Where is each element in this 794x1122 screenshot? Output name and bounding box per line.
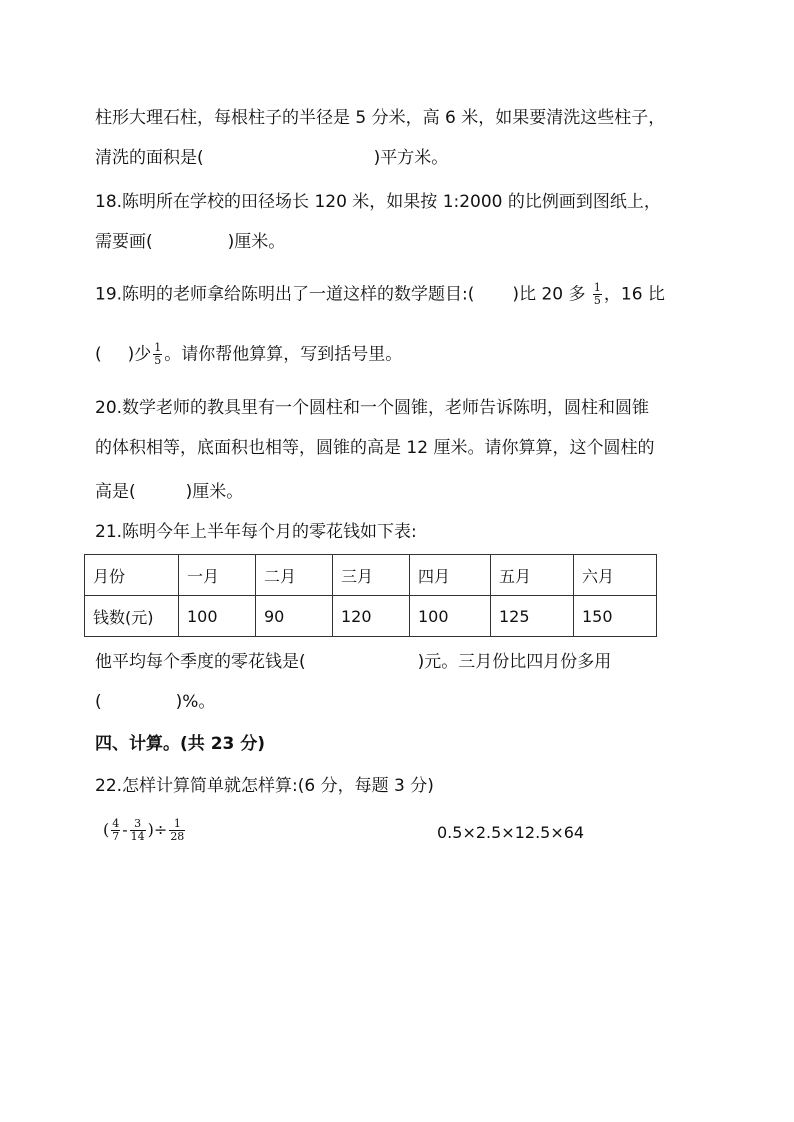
table-cell: 100 xyxy=(410,596,491,637)
section-4-title-text: 四、计算。(共 23 分) xyxy=(95,734,266,754)
q22-expression-2 xyxy=(437,823,584,842)
q21-line3-suffix: )%。 xyxy=(175,692,216,712)
table-cell: 二月 xyxy=(256,555,333,596)
table-cell: 五月 xyxy=(491,555,574,596)
q19-suffix: ，16 比 xyxy=(603,284,665,305)
q20-line1 xyxy=(95,396,649,420)
section-4-title xyxy=(95,732,265,756)
expr1-minus: - xyxy=(122,820,128,839)
q20-suffix: )厘米。 xyxy=(185,482,244,502)
q18-text: 18.陈明所在学校的田径场长 120 米，如果按 1:2000 的比例画到图纸上， xyxy=(95,192,661,212)
table-cell: 三月 xyxy=(333,555,410,596)
expr1-fraction-c: $\frac{1}{28}$ xyxy=(170,817,185,843)
table-cell: 90 xyxy=(256,596,333,637)
q17-suffix: )平方米。 xyxy=(373,148,449,168)
expr2-text: 0.5×2.5×12.5×64 xyxy=(437,823,585,842)
q18-prefix: 需要画( xyxy=(95,232,153,252)
expr1-open-paren: ( xyxy=(103,820,110,839)
table-cell: 一月 xyxy=(179,555,256,596)
q18-line1 xyxy=(95,190,661,214)
q20-line3 xyxy=(95,480,243,504)
table-cell: 月份 xyxy=(85,555,179,596)
table-cell: 125 xyxy=(491,596,574,637)
table-cell: 钱数(元) xyxy=(85,596,179,637)
q21-intro xyxy=(95,520,417,544)
q19-line2-open: ( xyxy=(95,344,102,365)
table-row xyxy=(85,596,657,637)
q19-prefix: 19.陈明的老师拿给陈明出了一道这样的数学题目:( xyxy=(95,284,475,305)
q21-intro-text: 21.陈明今年上半年每个月的零花钱如下表: xyxy=(95,522,417,542)
expr1-fraction-a: $\frac{4}{7}$ xyxy=(112,817,120,843)
allowance-table xyxy=(84,554,657,637)
q20-prefix: 高是( xyxy=(95,482,136,502)
q21-prefix: 他平均每个季度的零花钱是( xyxy=(95,652,306,672)
q18-line2 xyxy=(95,230,285,254)
table-header-row xyxy=(85,555,657,596)
table-cell: 120 xyxy=(333,596,410,637)
expr1-fraction-b: $\frac{3}{14}$ xyxy=(130,817,145,843)
q18-suffix: )厘米。 xyxy=(227,232,286,252)
q17-line1-text: 柱形大理石柱，每根柱子的半径是 5 分米，高 6 米，如果要清洗这些柱子， xyxy=(95,108,666,128)
q20-text-1: 20.数学老师的教具里有一个圆柱和一个圆锥，老师告诉陈明，圆柱和圆锥 xyxy=(95,398,650,418)
q17-line1 xyxy=(95,106,700,130)
q22-expression-1 xyxy=(103,818,187,843)
q17-prefix: 清洗的面积是( xyxy=(95,148,204,168)
q21-suffix: )元。三月份比四月份多用 xyxy=(417,652,612,672)
q21-line3 xyxy=(95,690,215,714)
q20-line2 xyxy=(95,436,654,460)
q17-line2 xyxy=(95,146,448,170)
q22-title-text: 22.怎样计算简单就怎样算:(6 分，每题 3 分) xyxy=(95,776,434,796)
q22-title xyxy=(95,774,434,798)
table-cell: 四月 xyxy=(410,555,491,596)
q21-line2 xyxy=(95,650,611,674)
table-cell: 150 xyxy=(574,596,657,637)
table-cell: 六月 xyxy=(574,555,657,596)
q19-line2-mid: )少 xyxy=(127,344,152,365)
q19-mid: )比 20 多 xyxy=(512,284,586,305)
expr1-close-divide: )÷ xyxy=(147,820,168,839)
q19-line2-suffix: 。请你帮他算算，写到括号里。 xyxy=(164,344,403,365)
q19-fraction-2: $\frac{1}{5}$ xyxy=(154,341,162,367)
q19-line1 xyxy=(95,282,665,307)
q20-text-2: 的体积相等，底面积也相等，圆锥的高是 12 厘米。请你算算，这个圆柱的 xyxy=(95,438,655,458)
q21-line3-open: ( xyxy=(95,692,102,712)
q19-fraction-1: $\frac{1}{5}$ xyxy=(593,281,601,307)
q19-line2 xyxy=(95,342,402,367)
table-cell: 100 xyxy=(179,596,256,637)
